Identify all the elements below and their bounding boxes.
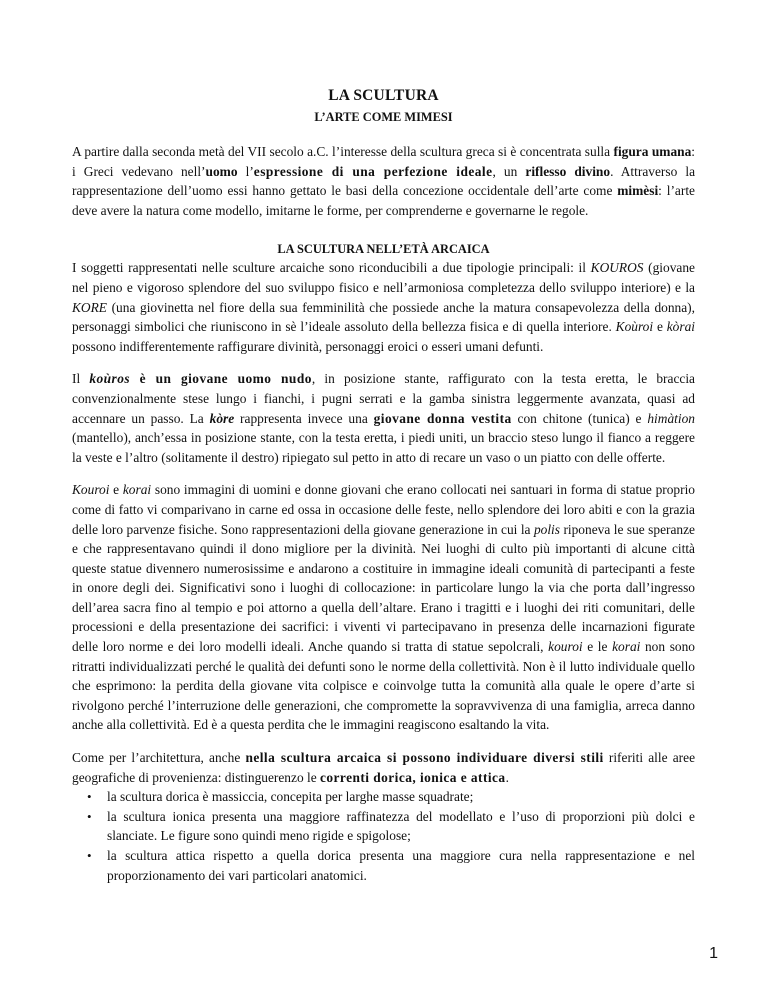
page-title: LA SCULTURA [328, 87, 439, 104]
styles-list [72, 787, 695, 885]
bullet-icon: • [87, 808, 92, 824]
paragraph-styles: Come per l’architettura, anche nella scultura arcaica si possono individuare diversi stili riferiti alle aree geografiche di provenienza: distinguerenzo le correnti dorica, ionica e attica. [72, 750, 696, 785]
paragraph-sanctuaries: Kouroi e korai sono immagini di uomini e donne giovani che erano collocati nei santuari in forma di statue proprio come di fatto vi comparivano in carne ed ossa in occasione delle feste, nello splendore dei loro abiti e con la grazia delle loro parvenze fisiche. Sono rappresentazioni della giovane generazione in cui la polis riponeva le sue speranze e che rappresentavano quindi il dono migliore per la divinità. Nei luoghi di culto più importanti di alcune città queste statue divennero numerosissime e andarono a costituire in immagine ideali comunità di partecipanti a feste in onore degli dei. Significativi sono i luoghi di collocazione: in particolare lungo la via che porta dall’ingresso dell’area sacra fino al tempio e poi attorno a quella dell’altare. Erano i tragitti e i luoghi dei riti comunitari, delle processioni e della presentazione dei sacrifici: i viventi vi partecipavano in presenza delle incarnazioni figurate delle loro norme e dei loro modelli ideali. Anche quando si tratta di statue sepolcrali, kouroi e le korai non sono ritratti individualizzati perché le qualità dei defunti sono le norme della collettività. Non è il lutto individuale quello che esprimono: la perdita della giovane vita colpisce e coinvolge tutta la comunità alla quale le opere d’arte si rivolgono perché l’interruzione delle generazioni, che compromette la sopravvivenza di una famiglia, arreca danno anche alla collettività. Ed è a questa perdita che le immagini reagiscono esaltando la vita. [72, 482, 695, 733]
paragraph-subjects: I soggetti rappresentati nelle sculture arcaiche sono riconducibili a due tipologie principali: il KOUROS (giovane nel pieno e vigoroso splendore del suo sviluppo fisico e nell’armoniosa completezza dello sviluppo interiore) e la KORE (una giovinetta nel fiore della sua femminilità che possiede anche la matura consapevolezza della donna), personaggi simbolici che riuniscono in sè l’ideale assoluto della bellezza fisica e di quella interiore. Koùroi e kòrai possono indifferentemente raffigurare divinità, personaggi eroici o esseri umani defunti. [72, 260, 695, 354]
section-heading: LA SCULTURA NELL’ETÀ ARCAICA [277, 242, 490, 257]
list-item: • la scultura ionica presenta una maggiore raffinatezza del modellato e l’uso di proporzioni più dolci e slanciate. Le figure sono quindi meno rigide e spigolose; [87, 808, 695, 844]
bullet-icon: • [87, 789, 92, 805]
page-content [72, 86, 695, 885]
bullet-icon: • [87, 848, 92, 863]
list-item: • la scultura attica rispetto a quella dorica presenta una maggiore cura nella rappresentazione e nel proporzionamento dei vari particolari anatomici. [87, 848, 695, 883]
page-subtitle: L’ARTE COME MIMESI [314, 110, 453, 124]
list-item: • la scultura dorica è massiccia, concepita per larghe masse squadrate; [72, 787, 695, 807]
paragraph-kouros-kore: Il koùros è un giovane uomo nudo, in posizione stante, raffigurato con la testa eretta, le braccia convenzionalmente stese lungo i fianchi, i pugni serrati e la gamba sinistra leggermente avanzata, quasi ad accennare un passo. La kòre rappresenta invece una giovane donna vestita con chitone (tunica) e himàtion (mantello), anch’essa in posizione stante, con la testa eretta, i piedi uniti, un braccio steso lungo il fianco a reggere la veste e l’altro (solitamente il destro) ripiegato sul petto in atto di recare un vaso o un piatto con delle offerte. [72, 371, 695, 465]
page-number: 1 [709, 945, 718, 962]
intro-paragraph: A partire dalla seconda metà del VII secolo a.C. l’interesse della scultura greca si è concentrata sulla figura umana: i Greci vedevano nell’uomo l’espressione di una perfezione ideale, un riflesso divino. Attraverso la rappresentazione dell’uomo essi hanno gettato le basi della concezione occidentale dell’arte come mimèsi: l’arte deve avere la natura come modello, imitarne le forme, per comprenderne e governarne le regole. [72, 144, 696, 218]
